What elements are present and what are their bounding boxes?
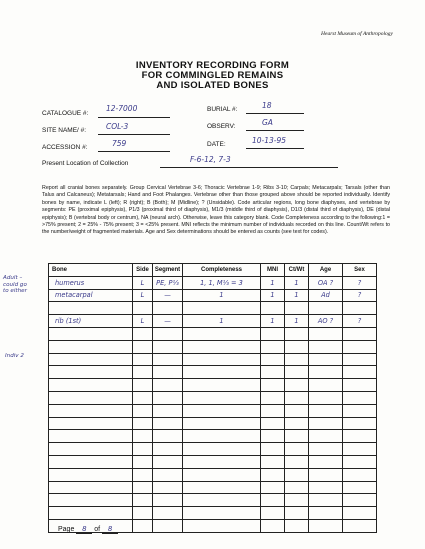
cell-side[interactable]: [133, 404, 153, 417]
header-ctwt: Ct/Wt: [285, 264, 309, 277]
cell-ctwt[interactable]: 1: [285, 276, 309, 289]
cell-sex[interactable]: [343, 468, 377, 481]
cell-age[interactable]: OA ?: [309, 276, 343, 289]
cell-age[interactable]: [309, 430, 343, 443]
cell-bone[interactable]: [49, 302, 133, 315]
cell-mni[interactable]: [261, 379, 285, 392]
cell-age[interactable]: [309, 302, 343, 315]
cell-side[interactable]: L: [133, 315, 153, 328]
cell-mni[interactable]: [261, 443, 285, 456]
table-row: [49, 276, 377, 289]
header-mni: MNI: [261, 264, 285, 277]
cell-side[interactable]: L: [133, 289, 153, 302]
museum-name: Hearst Museum of Anthropology: [321, 31, 393, 37]
cell-side[interactable]: [133, 340, 153, 353]
catalogue-underline: [98, 117, 170, 118]
cell-age[interactable]: [309, 340, 343, 353]
cell-sex[interactable]: [343, 404, 377, 417]
cell-completeness[interactable]: [183, 391, 261, 404]
location-value[interactable]: F-6-12, 7-3: [190, 155, 231, 164]
cell-bone[interactable]: [49, 468, 133, 481]
cell-mni[interactable]: [261, 327, 285, 340]
cell-bone[interactable]: humerus: [49, 276, 133, 289]
cell-sex[interactable]: [343, 391, 377, 404]
burial-label: BURIAL #:: [207, 106, 238, 113]
cell-ctwt[interactable]: [285, 366, 309, 379]
cell-mni[interactable]: [261, 404, 285, 417]
cell-bone[interactable]: metacarpal: [49, 289, 133, 302]
table-header-row: [49, 264, 377, 277]
cell-completeness[interactable]: [183, 455, 261, 468]
cell-sex[interactable]: [343, 353, 377, 366]
cell-sex[interactable]: ?: [343, 276, 377, 289]
cell-mni[interactable]: [261, 430, 285, 443]
cell-segment[interactable]: [153, 391, 183, 404]
table-row: [49, 430, 377, 443]
margin-note-indiv: Indiv 2: [5, 353, 24, 359]
cell-side[interactable]: [133, 430, 153, 443]
page-total[interactable]: 8: [102, 525, 118, 534]
cell-bone[interactable]: [49, 366, 133, 379]
cell-segment[interactable]: [153, 302, 183, 315]
observer-value[interactable]: GA: [262, 118, 273, 127]
page-of-label: of: [94, 526, 101, 533]
cell-ctwt[interactable]: [285, 327, 309, 340]
cell-side[interactable]: [133, 507, 153, 520]
cell-mni[interactable]: [261, 519, 285, 532]
catalogue-label: CATALOGUE #:: [42, 110, 89, 117]
cell-mni[interactable]: [261, 340, 285, 353]
cell-side[interactable]: [133, 366, 153, 379]
cell-mni[interactable]: 1: [261, 315, 285, 328]
cell-sex[interactable]: [343, 443, 377, 456]
cell-age[interactable]: [309, 353, 343, 366]
cell-ctwt[interactable]: [285, 443, 309, 456]
cell-bone[interactable]: [49, 481, 133, 494]
cell-bone[interactable]: [49, 353, 133, 366]
cell-segment[interactable]: [153, 468, 183, 481]
cell-side[interactable]: [133, 302, 153, 315]
cell-segment[interactable]: [153, 327, 183, 340]
site-label: SITE NAME/ #:: [42, 127, 87, 134]
cell-sex[interactable]: [343, 417, 377, 430]
date-label: DATE:: [207, 141, 226, 148]
cell-segment[interactable]: [153, 455, 183, 468]
cell-ctwt[interactable]: [285, 353, 309, 366]
cell-completeness[interactable]: [183, 340, 261, 353]
cell-segment[interactable]: [153, 353, 183, 366]
cell-age[interactable]: [309, 455, 343, 468]
instructions-text: Report all cranial bones separately. Group Cervical Vertebrae 3-6; Thoracic Vertebrae 1-9; Ribs 3-10; Carpals; Metacarpals; Tarsals (other than Talus and Calcaneus); Metatarsals; Hand and Foot Phalanges. Vertebrae other than those grouped above should be reported individually. Identify bones by name, indicate L (left); R (right); B (Both); M (Midline); ? (Unsidable). Code articular regions, long bone diaphyses, and vertebrae by segments: PE (proximal epiphysis), P1/3 (proximal third of diaphysis), M1/3 (middle third of diaphysis), D1/3 (distal third of diaphysis), DE (distal epiphysis); B (vertebral body or centrum), NA (neural arch). Otherwise, leave this category blank. Code Completeness according to the following:1 = >75% present; 2 = 25% - 75% present; 3 = <25% present. MNI reflects the minimum number of individuals recorded on this line. Count/Wt refers to the number/weight of fragmented materials. Age and Sex determinations should be entered as counts (see text for codes).: [42, 185, 390, 236]
form-title-line2: FOR COMMINGLED REMAINS: [141, 70, 284, 81]
cell-age[interactable]: [309, 379, 343, 392]
cell-ctwt[interactable]: [285, 404, 309, 417]
cell-side[interactable]: [133, 353, 153, 366]
cell-sex[interactable]: [343, 340, 377, 353]
table-row: [49, 404, 377, 417]
table-row: [49, 507, 377, 520]
inventory-table: [48, 263, 377, 533]
form-title-line1: INVENTORY RECORDING FORM: [135, 60, 290, 71]
header-completeness: Completeness: [183, 264, 261, 277]
cell-mni[interactable]: [261, 455, 285, 468]
cell-side[interactable]: [133, 379, 153, 392]
cell-completeness[interactable]: [183, 404, 261, 417]
cell-bone[interactable]: rib (1st): [49, 315, 133, 328]
cell-mni[interactable]: [261, 481, 285, 494]
table-row: [49, 340, 377, 353]
date-underline: [246, 148, 304, 149]
cell-ctwt[interactable]: 1: [285, 289, 309, 302]
cell-side[interactable]: [133, 391, 153, 404]
cell-ctwt[interactable]: [285, 302, 309, 315]
cell-bone[interactable]: [49, 379, 133, 392]
cell-bone[interactable]: [49, 430, 133, 443]
cell-ctwt[interactable]: [285, 519, 309, 532]
table-row: [49, 391, 377, 404]
table-row: [49, 417, 377, 430]
cell-completeness[interactable]: [183, 302, 261, 315]
cell-mni[interactable]: [261, 494, 285, 507]
table-row: [49, 366, 377, 379]
cell-mni[interactable]: 1: [261, 289, 285, 302]
cell-side[interactable]: [133, 455, 153, 468]
cell-completeness[interactable]: [183, 430, 261, 443]
table-row: [49, 327, 377, 340]
cell-side[interactable]: L: [133, 276, 153, 289]
cell-segment[interactable]: [153, 519, 183, 532]
cell-sex[interactable]: ?: [343, 289, 377, 302]
cell-segment[interactable]: [153, 340, 183, 353]
cell-completeness[interactable]: [183, 443, 261, 456]
header-age: Age: [309, 264, 343, 277]
cell-side[interactable]: [133, 494, 153, 507]
cell-mni[interactable]: [261, 391, 285, 404]
page-label: Page: [58, 526, 75, 533]
header-side: Side: [133, 264, 153, 277]
cell-mni[interactable]: [261, 302, 285, 315]
cell-completeness[interactable]: [183, 519, 261, 532]
cell-completeness[interactable]: 1, 1, M⅓ = 3: [183, 276, 261, 289]
burial-underline: [246, 113, 304, 114]
table-body: [49, 276, 377, 532]
table-row: [49, 289, 377, 302]
cell-bone[interactable]: [49, 494, 133, 507]
cell-segment[interactable]: —: [153, 289, 183, 302]
table-row: [49, 443, 377, 456]
cell-segment[interactable]: [153, 404, 183, 417]
cell-age[interactable]: [309, 494, 343, 507]
cell-side[interactable]: [133, 468, 153, 481]
cell-age[interactable]: [309, 468, 343, 481]
cell-segment[interactable]: [153, 379, 183, 392]
cell-sex[interactable]: [343, 507, 377, 520]
cell-age[interactable]: [309, 519, 343, 532]
cell-completeness[interactable]: [183, 417, 261, 430]
cell-age[interactable]: [309, 391, 343, 404]
margin-note-adult: Adult – could go to either: [3, 275, 27, 294]
cell-sex[interactable]: [343, 366, 377, 379]
cell-age[interactable]: Ad: [309, 289, 343, 302]
cell-completeness[interactable]: [183, 353, 261, 366]
cell-ctwt[interactable]: [285, 340, 309, 353]
catalogue-value[interactable]: 12-7000: [106, 104, 138, 113]
cell-bone[interactable]: [49, 404, 133, 417]
cell-bone[interactable]: [49, 340, 133, 353]
header-segment: Segment: [153, 264, 183, 277]
cell-side[interactable]: [133, 481, 153, 494]
table-row: [49, 455, 377, 468]
accession-underline: [98, 151, 170, 152]
accession-label: ACCESSION #:: [42, 144, 88, 151]
cell-mni[interactable]: 1: [261, 276, 285, 289]
cell-age[interactable]: [309, 404, 343, 417]
cell-sex[interactable]: [343, 494, 377, 507]
cell-mni[interactable]: [261, 353, 285, 366]
observer-label: OBSERV:: [207, 123, 236, 130]
observer-underline: [246, 130, 304, 131]
cell-completeness[interactable]: [183, 494, 261, 507]
cell-age[interactable]: [309, 443, 343, 456]
cell-ctwt[interactable]: [285, 379, 309, 392]
cell-completeness[interactable]: [183, 327, 261, 340]
cell-age[interactable]: [309, 327, 343, 340]
cell-segment[interactable]: —: [153, 315, 183, 328]
table-row: [49, 315, 377, 328]
cell-mni[interactable]: [261, 507, 285, 520]
cell-segment[interactable]: [153, 366, 183, 379]
date-value[interactable]: 10-13-95: [252, 136, 287, 145]
cell-age[interactable]: [309, 417, 343, 430]
cell-bone[interactable]: [49, 417, 133, 430]
cell-sex[interactable]: [343, 327, 377, 340]
cell-segment[interactable]: [153, 507, 183, 520]
table-row: [49, 302, 377, 315]
header-bone: Bone: [49, 264, 133, 277]
cell-sex[interactable]: [343, 455, 377, 468]
table-row: [49, 379, 377, 392]
cell-ctwt[interactable]: [285, 507, 309, 520]
cell-completeness[interactable]: [183, 379, 261, 392]
page-footer: [58, 525, 118, 534]
cell-side[interactable]: [133, 519, 153, 532]
cell-sex[interactable]: ?: [343, 315, 377, 328]
cell-age[interactable]: AO ?: [309, 315, 343, 328]
cell-completeness[interactable]: 1: [183, 289, 261, 302]
cell-bone[interactable]: [49, 327, 133, 340]
burial-value[interactable]: 18: [262, 101, 272, 110]
cell-bone[interactable]: [49, 507, 133, 520]
cell-mni[interactable]: [261, 468, 285, 481]
cell-bone[interactable]: [49, 455, 133, 468]
cell-ctwt[interactable]: [285, 455, 309, 468]
cell-ctwt[interactable]: [285, 391, 309, 404]
cell-segment[interactable]: [153, 417, 183, 430]
cell-age[interactable]: [309, 481, 343, 494]
cell-ctwt[interactable]: [285, 430, 309, 443]
cell-ctwt[interactable]: [285, 494, 309, 507]
cell-segment[interactable]: [153, 481, 183, 494]
cell-completeness[interactable]: [183, 366, 261, 379]
cell-age[interactable]: [309, 366, 343, 379]
cell-completeness[interactable]: [183, 481, 261, 494]
header-sex: Sex: [343, 264, 377, 277]
table-row: [49, 481, 377, 494]
cell-mni[interactable]: [261, 417, 285, 430]
cell-ctwt[interactable]: [285, 481, 309, 494]
cell-ctwt[interactable]: [285, 417, 309, 430]
table-row: [49, 494, 377, 507]
form-title-line3: AND ISOLATED BONES: [156, 80, 269, 91]
cell-sex[interactable]: [343, 519, 377, 532]
cell-segment[interactable]: [153, 430, 183, 443]
cell-bone[interactable]: [49, 443, 133, 456]
cell-segment[interactable]: [153, 443, 183, 456]
cell-ctwt[interactable]: 1: [285, 315, 309, 328]
cell-sex[interactable]: [343, 430, 377, 443]
cell-completeness[interactable]: [183, 507, 261, 520]
page-current[interactable]: 8: [76, 525, 92, 534]
cell-segment[interactable]: PE, P⅓: [153, 276, 183, 289]
cell-mni[interactable]: [261, 366, 285, 379]
cell-side[interactable]: [133, 417, 153, 430]
cell-side[interactable]: [133, 327, 153, 340]
location-underline: [160, 167, 338, 168]
cell-sex[interactable]: [343, 481, 377, 494]
cell-bone[interactable]: [49, 391, 133, 404]
cell-ctwt[interactable]: [285, 468, 309, 481]
table-row: [49, 468, 377, 481]
table-row: [49, 353, 377, 366]
cell-age[interactable]: [309, 507, 343, 520]
accession-value[interactable]: 759: [112, 139, 127, 148]
cell-sex[interactable]: [343, 379, 377, 392]
site-value[interactable]: COL-3: [106, 122, 129, 131]
cell-completeness[interactable]: [183, 468, 261, 481]
site-underline: [98, 134, 170, 135]
cell-segment[interactable]: [153, 494, 183, 507]
cell-completeness[interactable]: 1: [183, 315, 261, 328]
location-label: Present Location of Collection: [42, 160, 129, 167]
cell-sex[interactable]: [343, 302, 377, 315]
cell-side[interactable]: [133, 443, 153, 456]
